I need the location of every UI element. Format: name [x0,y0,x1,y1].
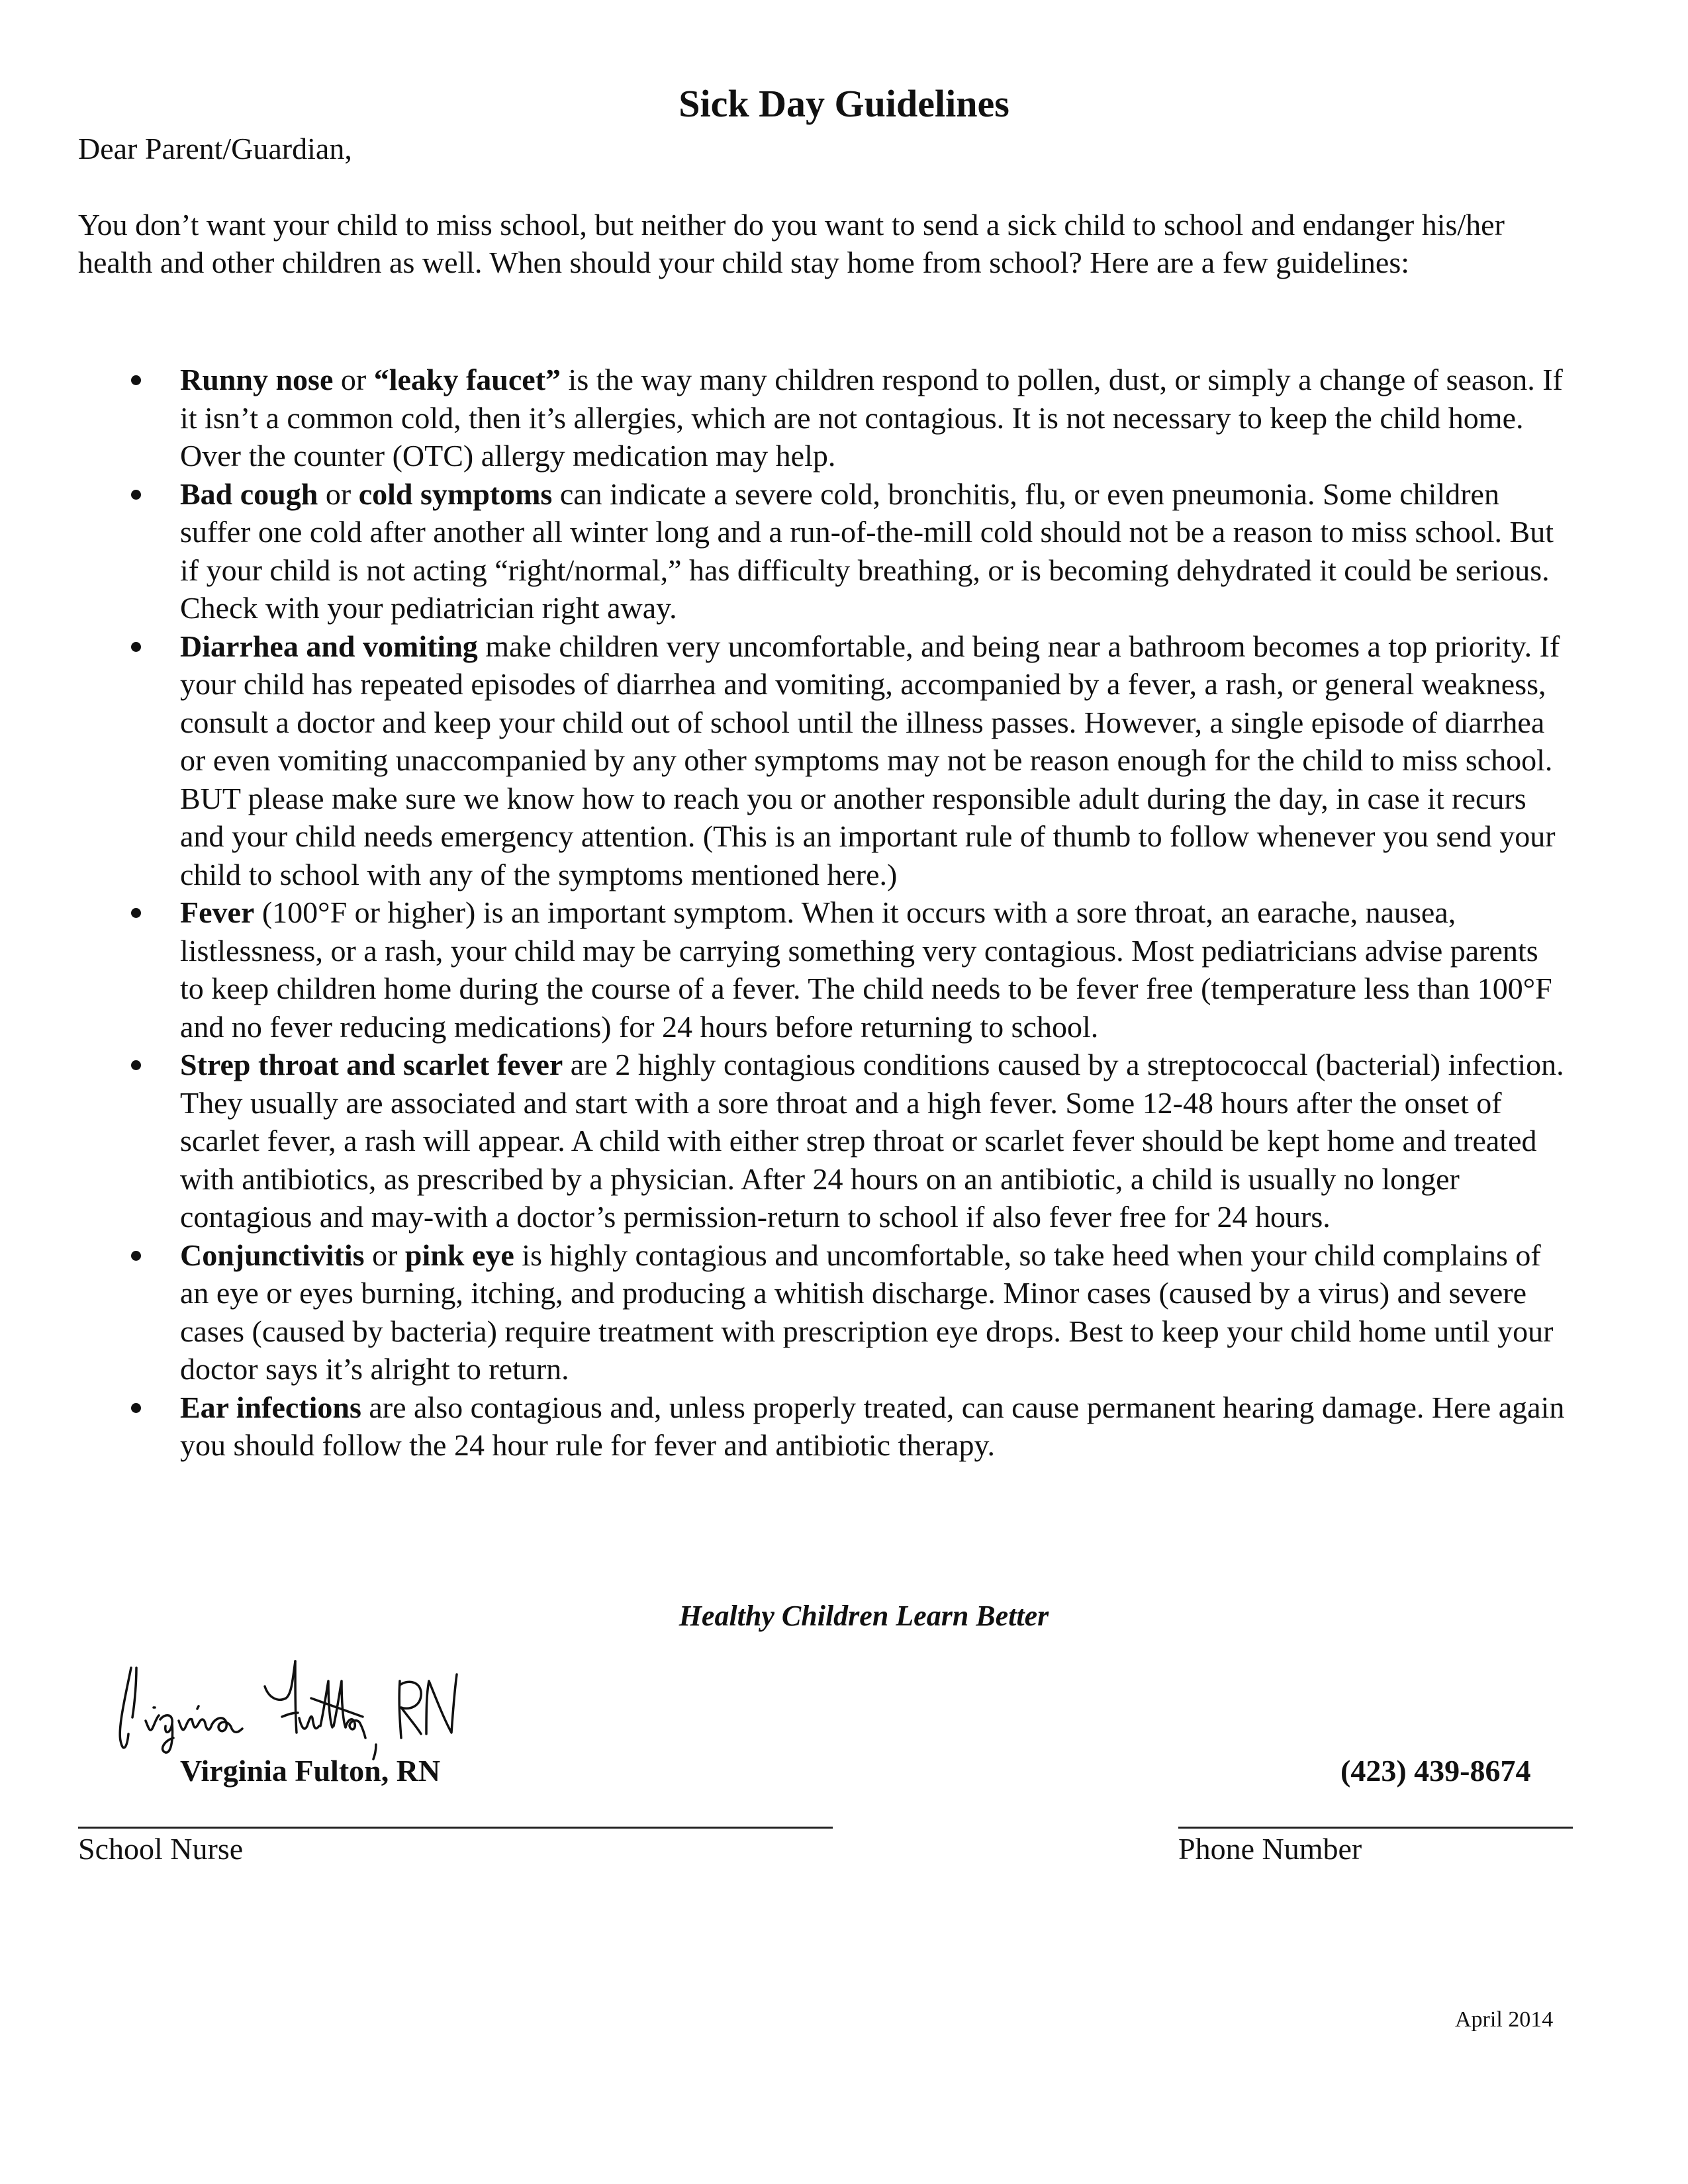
bullet-icon [131,490,141,500]
guideline-term: Diarrhea and vomiting [180,629,478,663]
guideline-text: or [333,363,374,396]
guideline-text: or [318,477,359,511]
guideline-term: cold symptoms [358,477,553,511]
nurse-name: Virginia Fulton, RN [180,1754,441,1788]
guideline-text: can indicate a severe cold, bronchitis, flu, or even pneumonia. Some children suffer one cold after another all winter long and a run-of-the-mill cold should not be a reason to miss school. But if your child is not acting “right/normal,” has difficulty breathing, or is becoming dehydrated it could be serious. Check with your pediatrician right away. [180,477,1554,625]
phone-number-label: Phone Number [1178,1832,1362,1866]
guideline-term: Strep throat and scarlet fever [180,1048,563,1081]
guideline-item [0,1236,1569,1388]
bullet-icon [131,1403,141,1413]
bullet-icon [131,1251,141,1261]
guideline-text: are 2 highly contagious conditions caused by a streptococcal (bacterial) infection. They usually are associated and start with a sore throat and a high fever. Some 12-48 hours after the onset of scarlet fever, a rash will appear. A child with either strep throat or scarlet fever should be kept home and treated with antibiotics, as prescribed by a physician. After 24 hours on an antibiotic, a child is usually no longer contagious and may-with a doctor’s permission-return to school if also fever free for 24 hours. [180,1048,1564,1234]
guideline-item [0,475,1569,627]
guidelines-list [0,361,1688,1465]
guideline-term: “leaky faucet” [373,363,561,396]
guideline-item [0,1388,1569,1465]
guideline-term: Bad cough [180,477,318,511]
guideline-text: make children very uncomfortable, and being near a bathroom becomes a top priority. If your child has repeated episodes of diarrhea and vomiting, accompanied by a fever, a rash, or general weakness, consult a doctor and keep your child out of school until the illness passes. However, a single episode of diarrhea or even vomiting unaccompanied by any other symptoms may not be reason enough for the child to miss school. BUT please make sure we know how to reach you or another responsible adult during the day, in case it recurs and your child needs emergency attention. (This is an important rule of thumb to follow whenever you send your child to school with any of the symptoms mentioned here.) [180,629,1560,891]
guideline-item [0,1046,1569,1236]
guideline-item [0,893,1569,1046]
page-title: Sick Day Guidelines [679,82,1009,125]
guideline-term: Fever [180,895,255,929]
guideline-text: is the way many children respond to pollen, dust, or simply a change of season. If it isn’t a common cold, then it’s allergies, which are not contagious. It is not necessary to keep the child home. Over the counter (OTC) allergy medication may help. [180,363,1563,473]
bullet-icon [131,1060,141,1070]
guideline-term: pink eye [404,1238,514,1272]
guideline-text: (100°F or higher) is an important symptom. When it occurs with a sore throat, an earache, nausea, listlessness, or a rash, your child may be carrying something very contagious. Most pediatricians advise parents to keep children home during the course of a fever. The child needs to be fever free (temperature less than 100°F and no fever reducing medications) for 24 hours before returning to school. [180,895,1552,1044]
school-nurse-label: School Nurse [78,1832,244,1866]
guideline-text: is highly contagious and uncomfortable, so take heed when your child complains of an eye or eyes burning, itching, and producing a whitish discharge. Minor cases (caused by a virus) and severe cases (caused by bacteria) require treatment with prescription eye drops. Best to keep your child home until your doctor says it’s alright to return. [180,1238,1554,1386]
tagline: Healthy Children Learn Better [679,1600,1049,1632]
phone-signature-line [1178,1827,1573,1829]
intro-paragraph: You don’t want your child to miss school, but neither do you want to send a sick child to school and endanger his/her health and other children as well. When should your child stay home from school? Here are a few guidelines: [78,208,1505,279]
bullet-icon [131,908,141,918]
phone-number: (423) 439-8674 [1340,1754,1531,1788]
salutation: Dear Parent/Guardian, [78,132,352,165]
guideline-text: are also contagious and, unless properly treated, can cause permanent hearing damage. Here again you should follow the 24 hour rule for fever and antibiotic therapy. [180,1390,1565,1462]
document-date: April 2014 [1455,2007,1554,2032]
guideline-term: Ear infections [180,1390,361,1424]
guideline-text: or [364,1238,405,1272]
bullet-icon [131,642,141,652]
bullet-icon [131,375,141,385]
guideline-term: Conjunctivitis [180,1238,365,1272]
nurse-signature-line [78,1827,833,1829]
handwritten-signature-icon [113,1655,642,1767]
guideline-item [0,627,1569,894]
guideline-term: Runny nose [180,363,334,396]
guideline-item [0,361,1569,475]
